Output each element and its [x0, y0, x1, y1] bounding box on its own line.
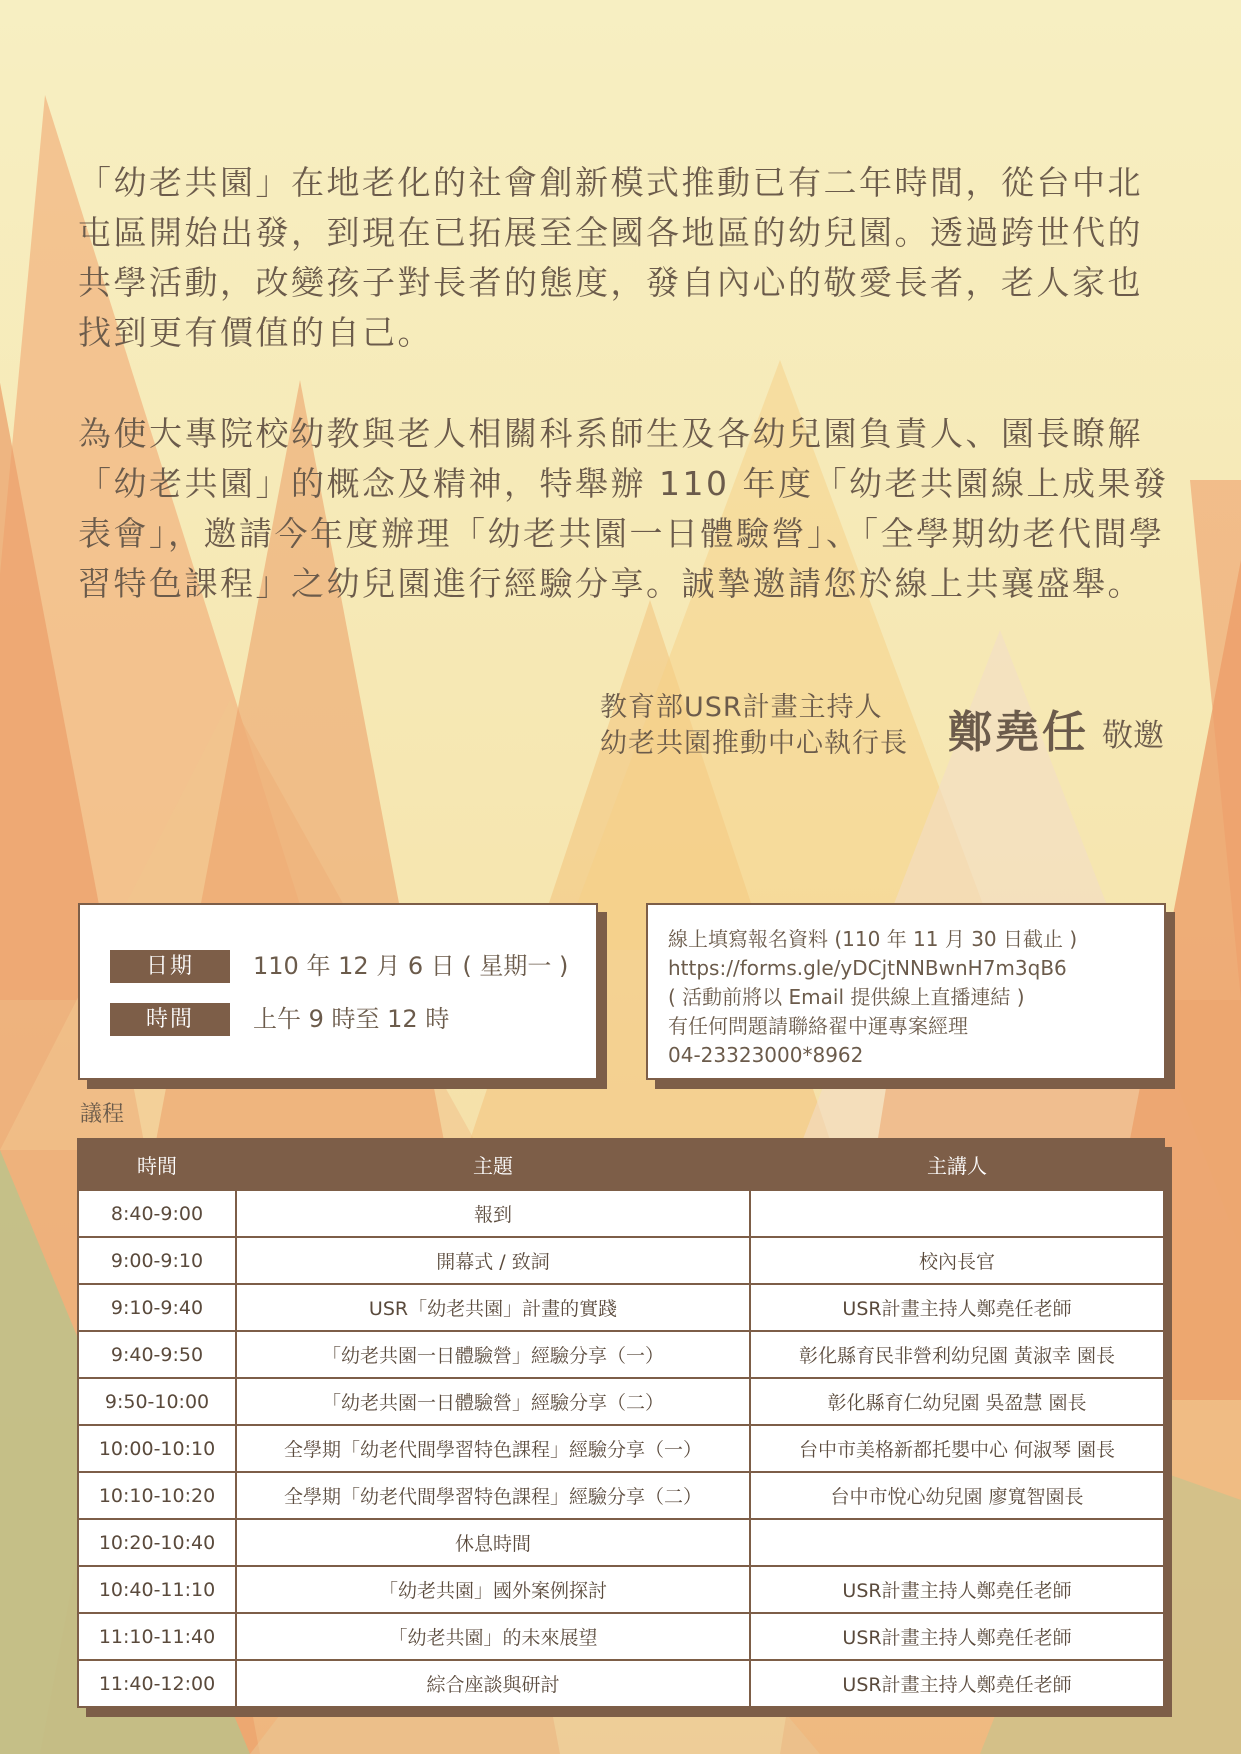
intro-paragraph-2: 為使大專院校幼教與老人相關科系師生及各幼兒園負責人、園長瞭解「幼老共園」的概念及精神，特舉辦 110 年度「幼老共園線上成果發表會」，邀請今年度辦理「幼老共園一日體驗營」、「全學期幼老代間學習特色課程」之幼兒園進行經驗分享。誠摯邀請您於線上共襄盛舉。	[78, 414, 1169, 603]
row-topic: USR「幼老共園」計畫的實踐	[236, 1284, 750, 1331]
agenda-table-wrapper	[77, 1138, 1163, 1708]
row-speaker	[750, 1519, 1164, 1566]
row-time: 11:40-12:00	[78, 1660, 236, 1707]
row-topic: 綜合座談與研討	[236, 1660, 750, 1707]
table-row	[78, 1331, 1164, 1378]
row-speaker: 彰化縣育民非營利幼兒園 黃淑幸 園長	[750, 1331, 1164, 1378]
row-time: 9:40-9:50	[78, 1331, 236, 1378]
signer-name: 鄭堯任	[948, 707, 1089, 758]
table-row	[78, 1190, 1164, 1237]
row-topic: 全學期「幼老代間學習特色課程」經驗分享（一）	[236, 1425, 750, 1472]
row-speaker: USR計畫主持人鄭堯任老師	[750, 1613, 1164, 1660]
table-row	[78, 1613, 1164, 1660]
table-row	[78, 1284, 1164, 1331]
row-topic: 休息時間	[236, 1519, 750, 1566]
invite-word: 敬邀	[1102, 718, 1164, 754]
row-time: 10:20-10:40	[78, 1519, 236, 1566]
table-row	[78, 1660, 1164, 1707]
table-row	[78, 1566, 1164, 1613]
table-row	[78, 1378, 1164, 1425]
row-speaker: USR計畫主持人鄭堯任老師	[750, 1660, 1164, 1707]
row-speaker: 台中市悅心幼兒園 廖寬智園長	[750, 1472, 1164, 1519]
agenda-header-row	[78, 1139, 1164, 1190]
row-topic: 「幼老共園」的未來展望	[236, 1613, 750, 1660]
row-time: 8:40-9:00	[78, 1190, 236, 1237]
signer-title	[600, 690, 908, 762]
row-speaker: 校內長官	[750, 1237, 1164, 1284]
date-label: 日期	[110, 950, 230, 983]
row-topic: 「幼老共園一日體驗營」經驗分享（二）	[236, 1378, 750, 1425]
row-time: 10:00-10:10	[78, 1425, 236, 1472]
table-row	[78, 1237, 1164, 1284]
agenda-table	[77, 1138, 1165, 1708]
header-topic: 主題	[236, 1139, 750, 1190]
signer-role-line-2: 幼老共園推動中心執行長	[600, 728, 908, 759]
row-topic: 開幕式 / 致詞	[236, 1237, 750, 1284]
row-time: 11:10-11:40	[78, 1613, 236, 1660]
row-speaker: USR計畫主持人鄭堯任老師	[750, 1566, 1164, 1613]
row-time: 9:10-9:40	[78, 1284, 236, 1331]
table-row	[78, 1472, 1164, 1519]
row-speaker	[750, 1190, 1164, 1237]
row-topic: 「幼老共園」國外案例探討	[236, 1566, 750, 1613]
date-value: 110 年 12 月 6 日 ( 星期一 )	[253, 952, 569, 980]
row-topic: 「幼老共園一日體驗營」經驗分享（一）	[236, 1331, 750, 1378]
row-speaker: 彰化縣育仁幼兒園 吳盈慧 園長	[750, 1378, 1164, 1425]
row-time: 10:10-10:20	[78, 1472, 236, 1519]
row-time: 10:40-11:10	[78, 1566, 236, 1613]
row-time: 9:00-9:10	[78, 1237, 236, 1284]
row-speaker: 台中市美格新都托嬰中心 何淑琴 園長	[750, 1425, 1164, 1472]
agenda-label: 議程	[80, 1102, 125, 1127]
time-label: 時間	[110, 1003, 230, 1036]
registration-deadline: 線上填寫報名資料 (110 年 11 月 30 日截止 )	[668, 927, 1078, 951]
time-value: 上午 9 時至 12 時	[253, 1005, 450, 1033]
row-topic: 報到	[236, 1190, 750, 1237]
livestream-note: ( 活動前將以 Email 提供線上直播連結 )	[668, 985, 1025, 1009]
row-topic: 全學期「幼老代間學習特色課程」經驗分享（二）	[236, 1472, 750, 1519]
header-time: 時間	[78, 1139, 236, 1190]
row-speaker: USR計畫主持人鄭堯任老師	[750, 1284, 1164, 1331]
contact-person: 有任何問題請聯絡翟中運專案經理	[668, 1014, 968, 1038]
registration-card	[646, 903, 1166, 1080]
intro-paragraph-1: 「幼老共園」在地老化的社會創新模式推動已有二年時間，從台中北屯區開始出發，到現在已拓展至全國各地區的幼兒園。透過跨世代的共學活動，改變孩子對長者的態度，發自內心的敬愛長者，老人家也找到更有價值的自己。	[78, 163, 1143, 352]
registration-link[interactable]: https://forms.gle/yDCjtNNBwnH7m3qB6	[668, 956, 1067, 980]
signer-role-line-1: 教育部USR計畫主持人	[600, 692, 883, 723]
row-time: 9:50-10:00	[78, 1378, 236, 1425]
signature-block	[600, 690, 1175, 770]
contact-phone: 04-23323000*8962	[668, 1043, 864, 1067]
header-speaker: 主講人	[750, 1139, 1164, 1190]
table-row	[78, 1519, 1164, 1566]
event-date-card	[78, 903, 598, 1080]
table-row	[78, 1425, 1164, 1472]
